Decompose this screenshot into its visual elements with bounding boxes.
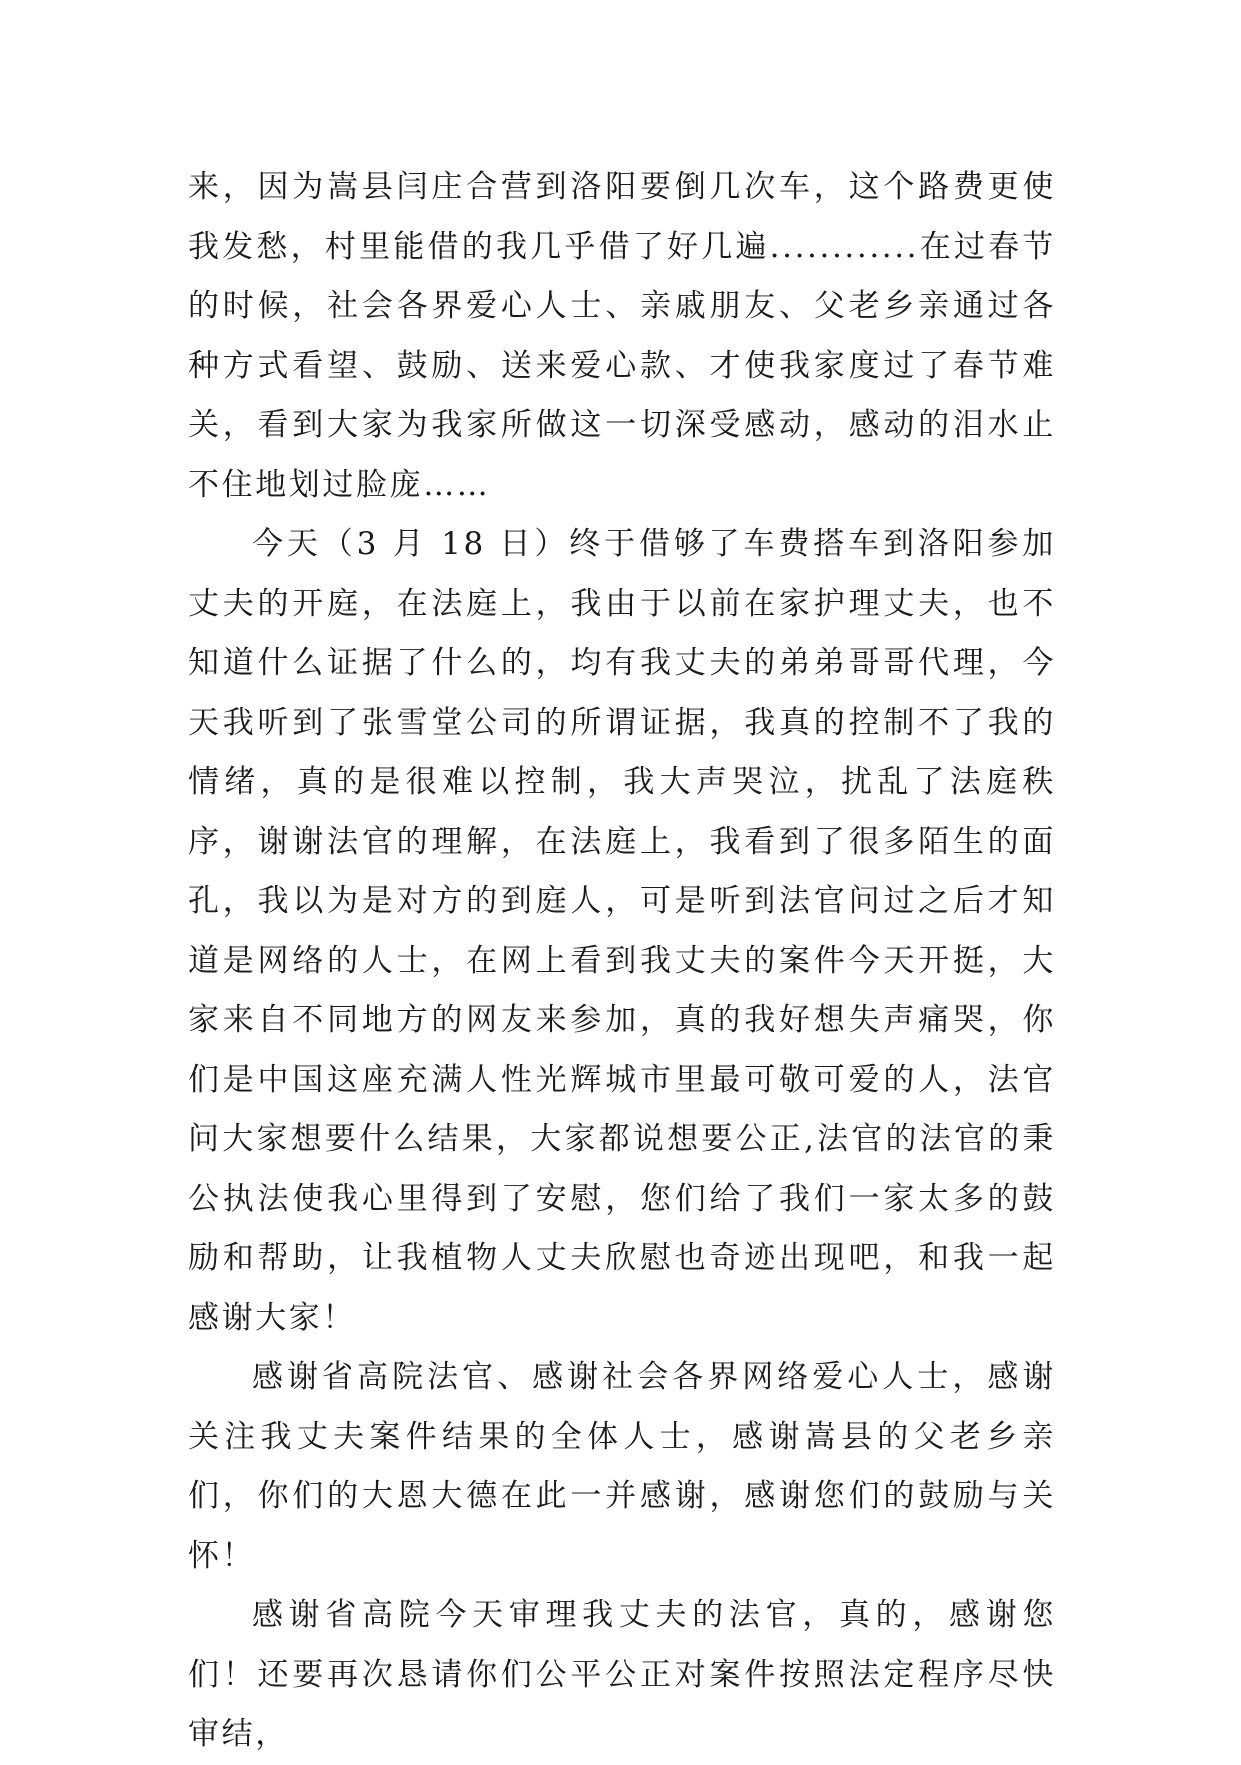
paragraph-1: 来，因为嵩县闫庄合营到洛阳要倒几次车，这个路费更使我发愁，村里能借的我几乎借了好几遍............在过春节的时候，社会各界爱心人士、亲戚朋友、父老乡亲通过各种方式看望、鼓励、送来爱心款、才使我家度过了春节难关，看到大家为我家所做这一切深受感动，感动的泪水止不住地划过脸庞…… (188, 169, 1056, 503)
document-page (188, 158, 1056, 1765)
paragraph-4: 感谢省高院今天审理我丈夫的法官，真的，感谢您们！还要再次恳请你们公平公正对案件按照法定程序尽快审结， (188, 1597, 1056, 1752)
paragraph-2: 今天（3 月 18 日）终于借够了车费搭车到洛阳参加丈夫的开庭，在法庭上，我由于以前在家护理丈夫，也不知道什么证据了什么的，均有我丈夫的弟弟哥哥代理，今天我听到了张雪堂公司的所谓证据，我真的控制不了我的情绪，真的是很难以控制，我大声哭泣，扰乱了法庭秩序，谢谢法官的理解，在法庭上，我看到了很多陌生的面孔，我以为是对方的到庭人，可是听到法官问过之后才知道是网络的人士，在网上看到我丈夫的案件今天开挺，大家来自不同地方的网友来参加，真的我好想失声痛哭，你们是中国这座充满人性光辉城市里最可敬可爱的人，法官问大家想要什么结果，大家都说想要公正,法官的法官的秉公执法使我心里得到了安慰，您们给了我们一家太多的鼓励和帮助，让我植物人丈夫欣慰也奇迹出现吧，和我一起感谢大家！ (188, 526, 1056, 1336)
paragraph-3: 感谢省高院法官、感谢社会各界网络爱心人士，感谢关注我丈夫案件结果的全体人士，感谢嵩县的父老乡亲们，你们的大恩大德在此一并感谢，感谢您们的鼓励与关怀！ (188, 1359, 1056, 1574)
